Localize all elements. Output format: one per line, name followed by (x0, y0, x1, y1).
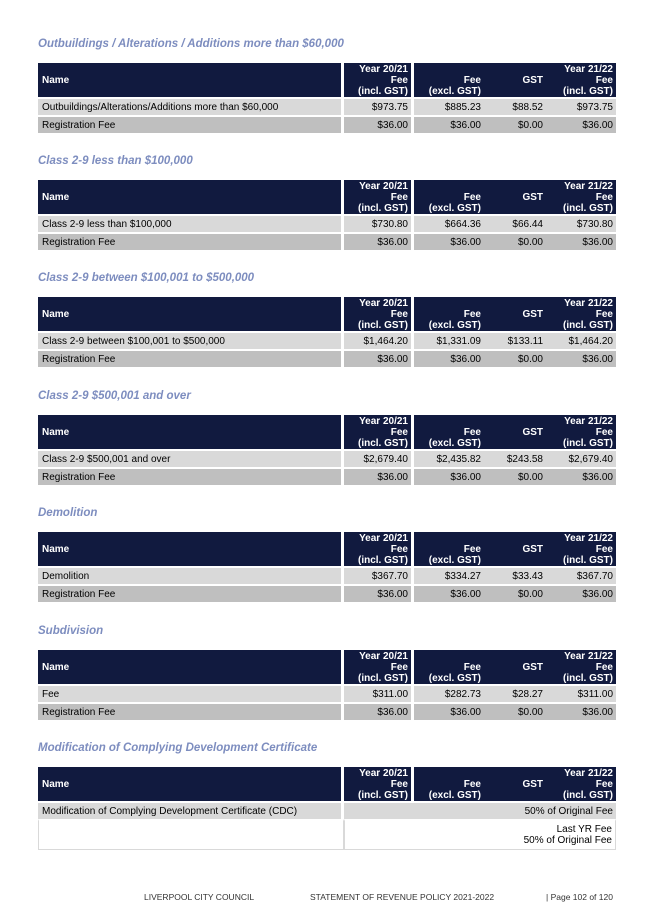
table-header-row (38, 767, 616, 801)
row-fee-2122: $36.00 (546, 115, 616, 133)
fee-section (38, 272, 616, 367)
table-row (38, 584, 616, 602)
table-row (38, 97, 616, 115)
row-fee-excl: $1,331.09 (414, 331, 484, 349)
header-fee-label: Fee (595, 191, 613, 203)
row-fee-2122: $36.00 (546, 702, 616, 720)
row-name: Outbuildings/Alterations/Additions more than $60,000 (38, 97, 344, 115)
header-year-2122 (546, 415, 616, 449)
row-name: Registration Fee (38, 467, 344, 485)
header-gst-label: GST (522, 426, 543, 438)
footer-page-number: | Page 102 of 120 (546, 892, 613, 902)
row-gst: $133.11 (484, 331, 546, 349)
row-fee-2021: $36.00 (344, 584, 414, 602)
row-fee-2122: $36.00 (546, 232, 616, 250)
row-fee-excl: $885.23 (414, 97, 484, 115)
row-name: Registration Fee (38, 584, 344, 602)
section-title: Subdivision (38, 625, 104, 637)
section-title: Demolition (38, 507, 98, 519)
header-gst (484, 415, 546, 449)
header-year-label: Year 21/22 (564, 532, 613, 544)
table-header-row (38, 180, 616, 214)
fee-table (38, 415, 616, 485)
header-name: Name (38, 63, 344, 97)
row-fee-2122: $2,679.40 (546, 449, 616, 467)
header-gst (484, 767, 546, 801)
header-fee-label: Fee (463, 426, 481, 438)
row-name: Modification of Complying Development Certificate (CDC) (38, 801, 344, 819)
table-header-row (38, 415, 616, 449)
header-fee-label: Fee (595, 661, 613, 673)
header-fee-label: Fee (595, 426, 613, 438)
header-incl-label: (incl. GST) (358, 437, 408, 449)
fee-table (38, 650, 616, 720)
header-name: Name (38, 297, 344, 331)
header-incl-label: (incl. GST) (358, 202, 408, 214)
table-row (38, 684, 616, 702)
header-year-label: Year 20/21 (359, 650, 408, 662)
header-gst-label: GST (522, 778, 543, 790)
header-gst-label: GST (522, 661, 543, 673)
header-year-label: Year 21/22 (564, 415, 613, 427)
row-gst: $28.27 (484, 684, 546, 702)
header-year-label: Year 21/22 (564, 650, 613, 662)
header-name: Name (38, 415, 344, 449)
header-year-2021 (344, 650, 414, 684)
row-fee-2021: $2,679.40 (344, 449, 414, 467)
row-fee-2021: $311.00 (344, 684, 414, 702)
header-fee-label: Fee (390, 426, 408, 438)
row-fee-excl: $36.00 (414, 584, 484, 602)
row-fee-2021: $730.80 (344, 214, 414, 232)
header-fee-excl (414, 180, 484, 214)
row-name: Registration Fee (38, 232, 344, 250)
header-fee-label: Fee (463, 191, 481, 203)
footer-council: LIVERPOOL CITY COUNCIL (144, 892, 255, 902)
header-year-2021 (344, 767, 414, 801)
header-year-2122 (546, 767, 616, 801)
header-name: Name (38, 532, 344, 566)
header-fee-label: Fee (463, 308, 481, 320)
row-fee-excl: $36.00 (414, 467, 484, 485)
row-name: Class 2-9 between $100,001 to $500,000 (38, 331, 344, 349)
row-fee-2021: $36.00 (344, 702, 414, 720)
section-title: Class 2-9 $500,001 and over (38, 390, 191, 402)
row-gst: $33.43 (484, 566, 546, 584)
fee-table (38, 767, 616, 850)
row-fee-2122: $36.00 (546, 349, 616, 367)
section-title: Outbuildings / Alterations / Additions more than $60,000 (38, 38, 344, 50)
row-gst: $0.00 (484, 584, 546, 602)
row-gst: $0.00 (484, 702, 546, 720)
table-row (38, 331, 616, 349)
row-fee-excl: $2,435.82 (414, 449, 484, 467)
header-incl-label: (incl. GST) (358, 789, 408, 801)
header-year-label: Year 20/21 (359, 415, 408, 427)
header-year-label: Year 21/22 (564, 180, 613, 192)
header-name: Name (38, 767, 344, 801)
modification-section (38, 742, 616, 850)
table-row (38, 449, 616, 467)
header-year-2021 (344, 532, 414, 566)
header-fee-label: Fee (463, 661, 481, 673)
header-fee-excl (414, 297, 484, 331)
note-name-empty (38, 819, 344, 850)
fee-table (38, 63, 616, 133)
row-gst: $0.00 (484, 349, 546, 367)
header-year-2122 (546, 63, 616, 97)
header-excl-label: (excl. GST) (428, 85, 481, 97)
table-header-row (38, 297, 616, 331)
header-year-label: Year 21/22 (564, 767, 613, 779)
header-fee-label: Fee (390, 778, 408, 790)
row-value: 50% of Original Fee (344, 801, 616, 819)
header-excl-label: (excl. GST) (428, 437, 481, 449)
header-year-2122 (546, 650, 616, 684)
header-fee-label: Fee (463, 543, 481, 555)
header-incl-label: (incl. GST) (358, 672, 408, 684)
row-name: Registration Fee (38, 349, 344, 367)
row-fee-2122: $730.80 (546, 214, 616, 232)
row-gst: $243.58 (484, 449, 546, 467)
section-title: Class 2-9 less than $100,000 (38, 155, 193, 167)
header-fee-label: Fee (463, 778, 481, 790)
row-name: Demolition (38, 566, 344, 584)
table-row (38, 232, 616, 250)
table-header-row (38, 63, 616, 97)
row-fee-excl: $36.00 (414, 232, 484, 250)
section-title: Modification of Complying Development Certificate (38, 742, 318, 754)
fee-section (38, 155, 616, 250)
header-fee-label: Fee (390, 191, 408, 203)
row-fee-2021: $36.00 (344, 115, 414, 133)
header-year-label: Year 21/22 (564, 63, 613, 75)
section-title: Class 2-9 between $100,001 to $500,000 (38, 272, 255, 284)
row-fee-2021: $973.75 (344, 97, 414, 115)
header-year-2021 (344, 63, 414, 97)
row-fee-2122: $36.00 (546, 584, 616, 602)
row-fee-2122: $311.00 (546, 684, 616, 702)
header-year-2122 (546, 532, 616, 566)
row-fee-excl: $36.00 (414, 349, 484, 367)
row-fee-2122: $1,464.20 (546, 331, 616, 349)
header-fee-excl (414, 63, 484, 97)
row-name: Registration Fee (38, 702, 344, 720)
header-gst-label: GST (522, 308, 543, 320)
header-year-2021 (344, 180, 414, 214)
header-fee-excl (414, 532, 484, 566)
table-row (38, 214, 616, 232)
footer-statement: STATEMENT OF REVENUE POLICY 2021-2022 (310, 892, 495, 902)
header-fee-label: Fee (595, 74, 613, 86)
fee-table (38, 180, 616, 250)
row-fee-2021: $36.00 (344, 349, 414, 367)
fee-table (38, 297, 616, 367)
row-gst: $0.00 (484, 232, 546, 250)
header-excl-label: (excl. GST) (428, 554, 481, 566)
table-row (38, 467, 616, 485)
header-name: Name (38, 180, 344, 214)
table-row (38, 349, 616, 367)
header-excl-label: (excl. GST) (428, 672, 481, 684)
header-fee-excl (414, 767, 484, 801)
table-row (38, 115, 616, 133)
header-gst (484, 532, 546, 566)
header-incl-label: (incl. GST) (563, 319, 613, 331)
row-gst: $66.44 (484, 214, 546, 232)
header-excl-label: (excl. GST) (428, 202, 481, 214)
row-fee-2122: $36.00 (546, 467, 616, 485)
row-fee-2021: $367.70 (344, 566, 414, 584)
header-fee-excl (414, 650, 484, 684)
header-excl-label: (excl. GST) (428, 319, 481, 331)
header-year-label: Year 20/21 (359, 532, 408, 544)
table-header-row (38, 650, 616, 684)
table-row (38, 702, 616, 720)
header-incl-label: (incl. GST) (563, 789, 613, 801)
header-fee-label: Fee (390, 74, 408, 86)
header-gst (484, 63, 546, 97)
row-name: Fee (38, 684, 344, 702)
note-line: 50% of Original Fee (523, 835, 612, 846)
header-year-2122 (546, 297, 616, 331)
note-line: Last YR Fee (556, 824, 612, 835)
row-gst: $0.00 (484, 115, 546, 133)
table-header-row (38, 532, 616, 566)
header-year-2021 (344, 297, 414, 331)
row-fee-excl: $36.00 (414, 115, 484, 133)
header-incl-label: (incl. GST) (563, 437, 613, 449)
row-fee-2021: $36.00 (344, 232, 414, 250)
header-fee-label: Fee (595, 308, 613, 320)
header-incl-label: (incl. GST) (358, 554, 408, 566)
note-row (38, 819, 616, 850)
header-name: Name (38, 650, 344, 684)
row-name: Registration Fee (38, 115, 344, 133)
row-fee-2021: $1,464.20 (344, 331, 414, 349)
header-gst (484, 180, 546, 214)
header-year-2122 (546, 180, 616, 214)
header-fee-label: Fee (390, 543, 408, 555)
row-fee-2021: $36.00 (344, 467, 414, 485)
fee-section (38, 507, 616, 602)
header-year-label: Year 20/21 (359, 180, 408, 192)
fee-section (38, 625, 616, 720)
row-fee-excl: $334.27 (414, 566, 484, 584)
header-incl-label: (incl. GST) (563, 672, 613, 684)
header-year-label: Year 20/21 (359, 63, 408, 75)
row-fee-excl: $664.36 (414, 214, 484, 232)
fee-section (38, 390, 616, 485)
header-year-label: Year 20/21 (359, 297, 408, 309)
note-cell (344, 819, 616, 850)
row-gst: $88.52 (484, 97, 546, 115)
row-fee-2122: $367.70 (546, 566, 616, 584)
header-gst-label: GST (522, 543, 543, 555)
header-year-label: Year 21/22 (564, 297, 613, 309)
header-gst (484, 297, 546, 331)
table-row (38, 566, 616, 584)
header-fee-label: Fee (595, 778, 613, 790)
header-fee-label: Fee (390, 308, 408, 320)
header-fee-label: Fee (463, 74, 481, 86)
row-gst: $0.00 (484, 467, 546, 485)
table-row (38, 801, 616, 819)
header-incl-label: (incl. GST) (563, 85, 613, 97)
header-incl-label: (incl. GST) (563, 554, 613, 566)
row-name: Class 2-9 less than $100,000 (38, 214, 344, 232)
header-incl-label: (incl. GST) (563, 202, 613, 214)
row-fee-2122: $973.75 (546, 97, 616, 115)
fee-table (38, 532, 616, 602)
header-gst-label: GST (522, 74, 543, 86)
fee-section (38, 38, 616, 133)
header-fee-label: Fee (595, 543, 613, 555)
header-year-label: Year 20/21 (359, 767, 408, 779)
header-incl-label: (incl. GST) (358, 85, 408, 97)
row-name: Class 2-9 $500,001 and over (38, 449, 344, 467)
row-fee-excl: $36.00 (414, 702, 484, 720)
header-incl-label: (incl. GST) (358, 319, 408, 331)
row-fee-excl: $282.73 (414, 684, 484, 702)
header-gst-label: GST (522, 191, 543, 203)
header-fee-excl (414, 415, 484, 449)
header-excl-label: (excl. GST) (428, 789, 481, 801)
header-fee-label: Fee (390, 661, 408, 673)
header-gst (484, 650, 546, 684)
header-year-2021 (344, 415, 414, 449)
